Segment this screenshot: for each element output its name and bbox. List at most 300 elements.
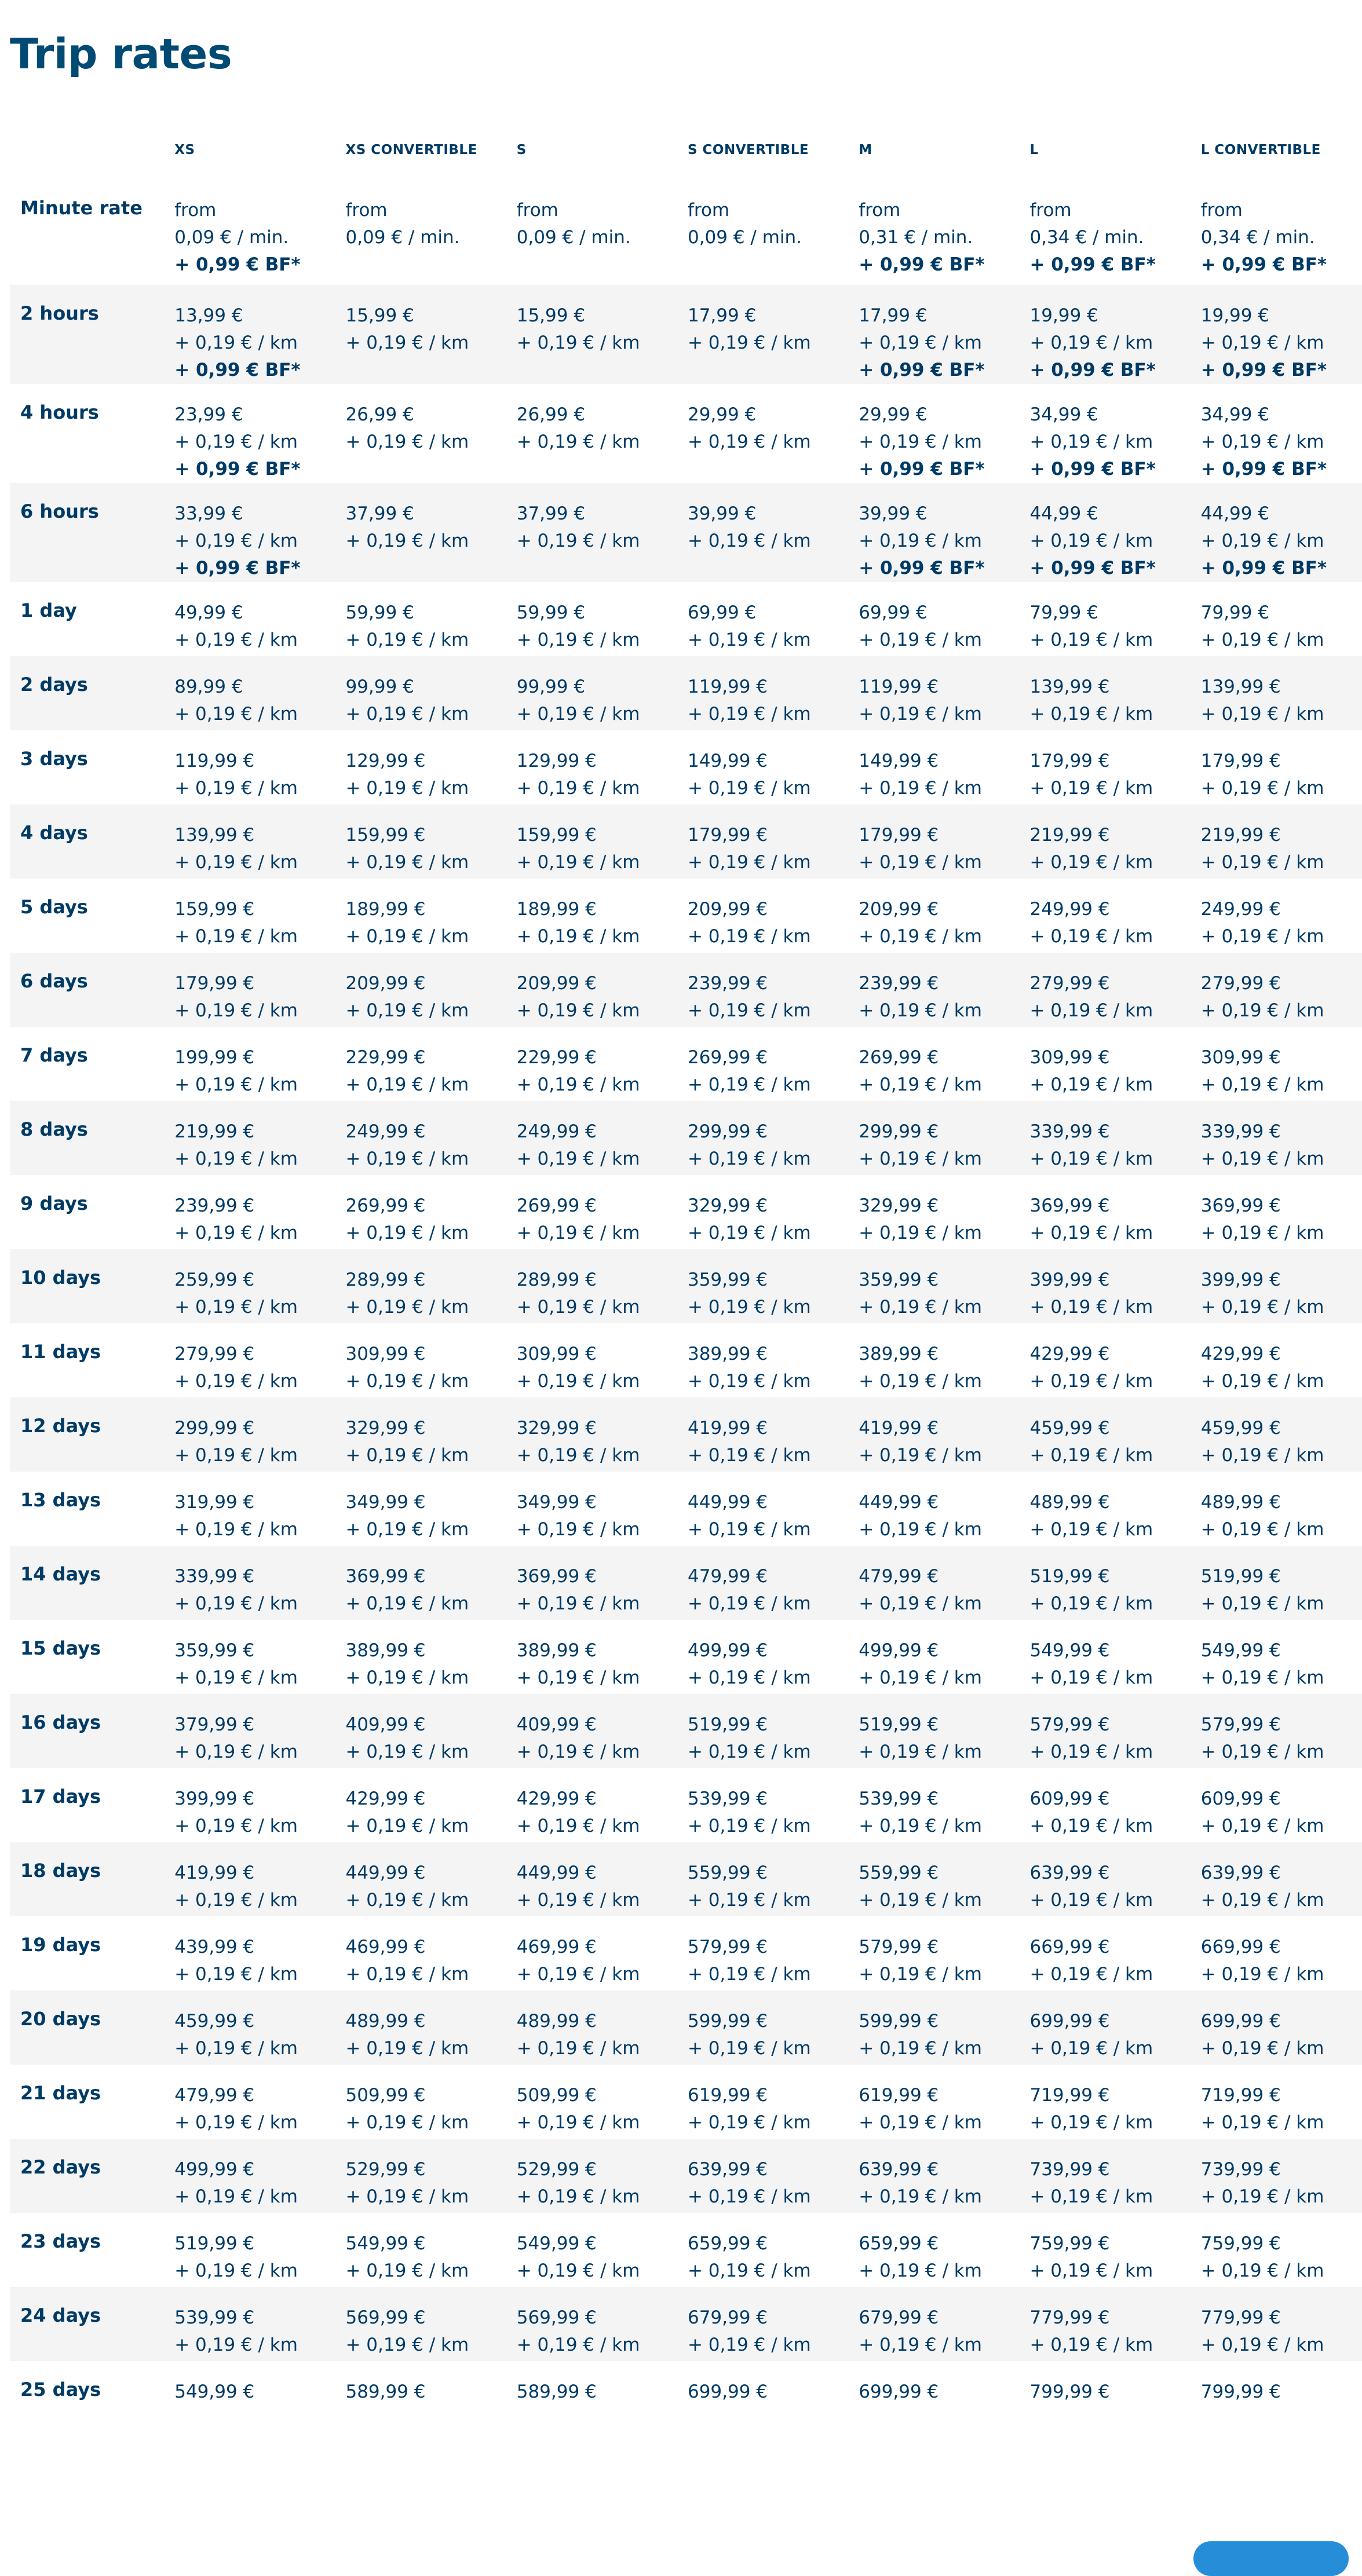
base-price: 519,99 € [174, 2233, 255, 2254]
base-price: 389,99 € [859, 1344, 939, 1364]
rate-cell [165, 1397, 335, 1472]
rate-cell [849, 1546, 1020, 1620]
km-price: + 0,19 € / km [859, 1371, 982, 1392]
rate-cell [165, 2361, 335, 2431]
rate-cell [849, 953, 1020, 1027]
base-price: 179,99 € [1200, 751, 1281, 771]
rate-cell [1191, 1916, 1362, 1990]
rate-cell [165, 2287, 335, 2361]
minute-price: 0,09 € / min. [516, 227, 631, 248]
table-row [10, 804, 1362, 879]
rate-cell [335, 1249, 506, 1323]
km-price: + 0,19 € / km [687, 1074, 811, 1095]
table-row [10, 1546, 1362, 1620]
rate-cell [1191, 1990, 1362, 2065]
table-row [10, 582, 1362, 656]
rate-cell [165, 1472, 335, 1546]
km-price: + 0,19 € / km [1029, 778, 1153, 799]
rate-cell [849, 1842, 1020, 1916]
from-text: from [1200, 200, 1243, 221]
km-price: + 0,19 € / km [1200, 2260, 1324, 2281]
km-price: + 0,19 € / km [1029, 1445, 1153, 1466]
rate-cell [1020, 656, 1191, 730]
km-price: + 0,19 € / km [174, 2186, 298, 2207]
km-price: + 0,19 € / km [516, 1074, 640, 1095]
base-price: 549,99 € [345, 2233, 426, 2254]
rate-cell [507, 1175, 678, 1249]
base-price: 409,99 € [516, 1714, 597, 1735]
rate-cell [849, 483, 1020, 582]
km-price: + 0,19 € / km [1200, 778, 1324, 799]
km-price: + 0,19 € / km [345, 2186, 469, 2207]
km-price: + 0,19 € / km [345, 1148, 469, 1169]
rate-cell [678, 1546, 849, 1620]
km-price: + 0,19 € / km [174, 852, 298, 873]
base-price: 119,99 € [687, 676, 768, 697]
km-price: + 0,19 € / km [859, 2038, 982, 2059]
rate-cell [678, 879, 849, 953]
base-price: 759,99 € [1200, 2233, 1281, 2254]
rate-cell [165, 384, 335, 483]
column-header-xs-convertible: XS CONVERTIBLE [345, 142, 477, 158]
base-price: 719,99 € [1029, 2085, 1110, 2106]
table-row [10, 2361, 1362, 2431]
km-price: + 0,19 € / km [174, 1297, 298, 1318]
base-price: 399,99 € [1029, 1269, 1110, 1290]
base-price: 19,99 € [1200, 305, 1270, 326]
km-price: + 0,19 € / km [687, 1741, 811, 1762]
km-price: + 0,19 € / km [687, 630, 811, 650]
km-price: + 0,19 € / km [345, 1000, 469, 1021]
rate-cell [1020, 879, 1191, 953]
row-label: 10 days [10, 1249, 165, 1323]
km-price: + 0,19 € / km [345, 1741, 469, 1762]
base-price: 319,99 € [174, 1492, 255, 1513]
rate-cell [507, 1768, 678, 1842]
from-text: from [174, 200, 217, 221]
row-label: 7 days [20, 1044, 88, 1066]
km-price: + 0,19 € / km [859, 1964, 982, 1985]
base-price: 289,99 € [516, 1269, 597, 1290]
row-label: 11 days [20, 1341, 101, 1363]
page-title: Trip rates [10, 30, 232, 78]
km-price: + 0,19 € / km [1200, 1816, 1324, 1836]
km-price: + 0,19 € / km [345, 2038, 469, 2059]
row-label: 4 hours [20, 401, 99, 423]
base-price: 479,99 € [174, 2085, 255, 2106]
km-price: + 0,19 € / km [345, 1519, 469, 1540]
base-price: 189,99 € [345, 899, 426, 920]
base-price: 23,99 € [174, 404, 243, 425]
base-price: 269,99 € [345, 1195, 426, 1216]
base-price: 159,99 € [174, 899, 255, 920]
rate-cell [165, 1323, 335, 1397]
base-price: 579,99 € [1029, 1714, 1110, 1735]
rate-cell [507, 1620, 678, 1694]
rate-cell [849, 1397, 1020, 1472]
rate-cell [335, 879, 506, 953]
base-price: 579,99 € [687, 1937, 768, 1957]
base-price: 269,99 € [859, 1047, 939, 1068]
base-price: 399,99 € [174, 1788, 255, 1809]
rate-cell [1191, 285, 1362, 384]
rate-cell [1191, 2065, 1362, 2139]
km-price: + 0,19 € / km [859, 1223, 982, 1243]
rate-cell [1020, 180, 1191, 285]
km-price: + 0,19 € / km [859, 1519, 982, 1540]
rate-cell [1020, 1916, 1191, 1990]
base-price: 309,99 € [516, 1344, 597, 1364]
km-price: + 0,19 € / km [1200, 926, 1324, 947]
rate-cell [1191, 804, 1362, 879]
km-price: + 0,19 € / km [687, 1890, 811, 1911]
km-price: + 0,19 € / km [1200, 2186, 1324, 2207]
rate-cell [1020, 1620, 1191, 1694]
rate-cell [849, 656, 1020, 730]
table-body [10, 180, 1362, 2431]
rate-cell [1191, 953, 1362, 1027]
rate-cell [335, 1472, 506, 1546]
rate-cell [507, 1694, 678, 1768]
row-label: 2 days [10, 656, 165, 730]
row-label: 8 days [10, 1101, 165, 1175]
rate-cell [165, 1768, 335, 1842]
rate-cell [1191, 1323, 1362, 1397]
km-price: + 0,19 € / km [859, 1890, 982, 1911]
rate-cell [335, 2139, 506, 2213]
rate-cell [678, 1842, 849, 1916]
km-price: + 0,19 € / km [174, 2260, 298, 2281]
base-price: 459,99 € [1200, 1418, 1281, 1439]
base-price: 29,99 € [859, 404, 928, 425]
base-price: 359,99 € [687, 1269, 768, 1290]
km-price: + 0,19 € / km [345, 1667, 469, 1688]
base-price: 449,99 € [859, 1492, 939, 1513]
table-row [10, 2139, 1362, 2213]
booking-fee: + 0,99 € BF* [859, 254, 985, 275]
rate-cell [678, 582, 849, 656]
base-price: 469,99 € [345, 1937, 426, 1957]
km-price: + 0,19 € / km [516, 2186, 640, 2207]
km-price: + 0,19 € / km [516, 1890, 640, 1911]
base-price: 519,99 € [1200, 1566, 1281, 1587]
base-price: 15,99 € [516, 305, 586, 326]
rate-cell [678, 1620, 849, 1694]
km-price: + 0,19 € / km [687, 2260, 811, 2281]
km-price: + 0,19 € / km [174, 1964, 298, 1985]
rate-cell [507, 2287, 678, 2361]
row-label: 6 hours [10, 483, 165, 582]
base-price: 639,99 € [859, 2159, 939, 2180]
rate-cell [849, 1027, 1020, 1101]
rate-cell [507, 582, 678, 656]
base-price: 309,99 € [1029, 1047, 1110, 1068]
base-price: 329,99 € [687, 1195, 768, 1216]
rate-cell [678, 2287, 849, 2361]
rate-cell [1020, 1768, 1191, 1842]
booking-fee: + 0,99 € BF* [1029, 459, 1156, 480]
km-price: + 0,19 € / km [859, 2260, 982, 2281]
base-price: 179,99 € [174, 973, 255, 994]
rate-cell [165, 285, 335, 384]
rate-cell [165, 1027, 335, 1101]
row-label: 21 days [20, 2082, 101, 2104]
rate-cell [849, 2139, 1020, 2213]
base-price: 49,99 € [174, 602, 243, 623]
rate-cell [1020, 1323, 1191, 1397]
km-price: + 0,19 € / km [1029, 1223, 1153, 1243]
km-price: + 0,19 € / km [174, 2038, 298, 2059]
table-row [10, 1842, 1362, 1916]
base-price: 44,99 € [1200, 503, 1270, 524]
base-price: 17,99 € [687, 305, 757, 326]
base-price: 559,99 € [687, 1863, 768, 1883]
base-price: 359,99 € [859, 1269, 939, 1290]
rate-cell [678, 1472, 849, 1546]
rate-cell [678, 1175, 849, 1249]
table-row-minute-rate [10, 180, 1362, 285]
km-price: + 0,19 € / km [516, 2260, 640, 2281]
km-price: + 0,19 € / km [516, 704, 640, 724]
base-price: 419,99 € [859, 1418, 939, 1439]
rate-cell [1191, 1027, 1362, 1101]
rate-cell [1191, 1768, 1362, 1842]
row-label: 4 days [10, 804, 165, 879]
km-price: + 0,19 € / km [1200, 1445, 1324, 1466]
km-price: + 0,19 € / km [1029, 852, 1153, 873]
km-price: + 0,19 € / km [687, 1964, 811, 1985]
rate-cell [1020, 2213, 1191, 2287]
km-price: + 0,19 € / km [687, 2112, 811, 2133]
rate-cell [849, 1990, 1020, 2065]
base-price: 329,99 € [516, 1418, 597, 1439]
base-price: 389,99 € [687, 1344, 768, 1364]
km-price: + 0,19 € / km [345, 431, 469, 452]
rate-cell [507, 1249, 678, 1323]
base-price: 69,99 € [687, 602, 757, 623]
base-price: 569,99 € [345, 2307, 426, 2328]
km-price: + 0,19 € / km [1029, 1074, 1153, 1095]
base-price: 89,99 € [174, 676, 243, 697]
base-price: 299,99 € [687, 1121, 768, 1142]
scroll-to-top-button[interactable] [1193, 2541, 1349, 2576]
km-price: + 0,19 € / km [859, 1593, 982, 1614]
base-price: 37,99 € [345, 503, 414, 524]
base-price: 519,99 € [859, 1714, 939, 1735]
base-price: 669,99 € [1029, 1937, 1110, 1957]
km-price: + 0,19 € / km [859, 926, 982, 947]
base-price: 369,99 € [345, 1566, 426, 1587]
base-price: 549,99 € [174, 2381, 255, 2402]
rate-cell [507, 1101, 678, 1175]
base-price: 479,99 € [687, 1566, 768, 1587]
row-label: 20 days [10, 1990, 165, 2065]
base-price: 119,99 € [174, 751, 255, 771]
base-price: 139,99 € [1029, 676, 1110, 697]
rate-cell [165, 2139, 335, 2213]
rate-cell [335, 1620, 506, 1694]
km-price: + 0,19 € / km [174, 1445, 298, 1466]
rate-cell [1020, 730, 1191, 804]
km-price: + 0,19 € / km [1029, 1741, 1153, 1762]
rate-cell [1191, 1101, 1362, 1175]
rate-cell [678, 2213, 849, 2287]
base-price: 149,99 € [687, 751, 768, 771]
rate-cell [335, 656, 506, 730]
rate-cell [678, 384, 849, 483]
km-price: + 0,19 € / km [859, 332, 982, 353]
km-price: + 0,19 € / km [516, 926, 640, 947]
booking-fee: + 0,99 € BF* [1029, 360, 1156, 380]
base-price: 609,99 € [1029, 1788, 1110, 1809]
table-header [10, 126, 1362, 180]
km-price: + 0,19 € / km [1029, 431, 1153, 452]
rate-cell [1191, 879, 1362, 953]
km-price: + 0,19 € / km [1200, 1519, 1324, 1540]
km-price: + 0,19 € / km [174, 1816, 298, 1836]
base-price: 419,99 € [174, 1863, 255, 1883]
table-row [10, 384, 1362, 483]
km-price: + 0,19 € / km [1029, 2112, 1153, 2133]
rate-cell [165, 582, 335, 656]
km-price: + 0,19 € / km [516, 530, 640, 551]
rate-cell [335, 1990, 506, 2065]
rate-cell [678, 483, 849, 582]
km-price: + 0,19 € / km [516, 1519, 640, 1540]
rate-cell [1020, 285, 1191, 384]
base-price: 559,99 € [859, 1863, 939, 1883]
km-price: + 0,19 € / km [859, 530, 982, 551]
base-price: 339,99 € [1029, 1121, 1110, 1142]
rate-cell [849, 879, 1020, 953]
rate-cell [849, 285, 1020, 384]
table-row [10, 2065, 1362, 2139]
row-label: 22 days [10, 2139, 165, 2213]
rate-cell [335, 1546, 506, 1620]
km-price: + 0,19 € / km [174, 1593, 298, 1614]
km-price: + 0,19 € / km [1029, 1519, 1153, 1540]
base-price: 259,99 € [174, 1269, 255, 1290]
base-price: 349,99 € [345, 1492, 426, 1513]
rate-cell [1191, 1397, 1362, 1472]
rate-cell [335, 1175, 506, 1249]
rate-cell [1191, 483, 1362, 582]
rate-cell [678, 1768, 849, 1842]
rate-cell [1191, 180, 1362, 285]
rate-cell [849, 2213, 1020, 2287]
km-price: + 0,19 € / km [1029, 2260, 1153, 2281]
km-price: + 0,19 € / km [687, 530, 811, 551]
rate-cell [1020, 2065, 1191, 2139]
base-price: 389,99 € [345, 1640, 426, 1661]
base-price: 429,99 € [1029, 1344, 1110, 1364]
rate-cell [165, 1101, 335, 1175]
km-price: + 0,19 € / km [1029, 926, 1153, 947]
base-price: 279,99 € [174, 1344, 255, 1364]
km-price: + 0,19 € / km [516, 1667, 640, 1688]
base-price: 449,99 € [516, 1863, 597, 1883]
km-price: + 0,19 € / km [1200, 1667, 1324, 1688]
km-price: + 0,19 € / km [1200, 630, 1324, 650]
rate-cell [165, 483, 335, 582]
rate-cell [165, 1694, 335, 1768]
rate-cell [1191, 2139, 1362, 2213]
base-price: 129,99 € [516, 751, 597, 771]
km-price: + 0,19 € / km [345, 1890, 469, 1911]
base-price: 509,99 € [345, 2085, 426, 2106]
km-price: + 0,19 € / km [687, 926, 811, 947]
km-price: + 0,19 € / km [687, 1667, 811, 1688]
base-price: 639,99 € [1200, 1863, 1281, 1883]
km-price: + 0,19 € / km [859, 704, 982, 724]
rate-cell [1020, 1546, 1191, 1620]
base-price: 33,99 € [174, 503, 243, 524]
rate-cell [507, 2361, 678, 2431]
from-text: from [516, 200, 558, 221]
rate-cell [507, 384, 678, 483]
base-price: 289,99 € [345, 1269, 426, 1290]
km-price: + 0,19 € / km [174, 704, 298, 724]
rate-cell [1020, 1694, 1191, 1768]
rate-cell [1020, 1249, 1191, 1323]
km-price: + 0,19 € / km [1200, 1741, 1324, 1762]
rate-cell [335, 1027, 506, 1101]
base-price: 79,99 € [1029, 602, 1098, 623]
base-price: 609,99 € [1200, 1788, 1281, 1809]
booking-fee: + 0,99 € BF* [174, 558, 301, 579]
rate-cell [507, 2139, 678, 2213]
base-price: 37,99 € [516, 503, 586, 524]
km-price: + 0,19 € / km [174, 431, 298, 452]
minute-price: 0,09 € / min. [345, 227, 460, 248]
km-price: + 0,19 € / km [516, 1000, 640, 1021]
km-price: + 0,19 € / km [1200, 1000, 1324, 1021]
table-row [10, 2287, 1362, 2361]
rate-cell [849, 1472, 1020, 1546]
base-price: 249,99 € [516, 1121, 597, 1142]
table-row [10, 483, 1362, 582]
km-price: + 0,19 € / km [687, 2186, 811, 2207]
km-price: + 0,19 € / km [687, 1223, 811, 1243]
rate-cell [507, 656, 678, 730]
base-price: 639,99 € [687, 2159, 768, 2180]
km-price: + 0,19 € / km [345, 1074, 469, 1095]
rate-cell [1191, 1175, 1362, 1249]
base-price: 639,99 € [1029, 1863, 1110, 1883]
rate-cell [1191, 2213, 1362, 2287]
km-price: + 0,19 € / km [687, 332, 811, 353]
km-price: + 0,19 € / km [345, 1593, 469, 1614]
km-price: + 0,19 € / km [687, 1593, 811, 1614]
km-price: + 0,19 € / km [687, 1445, 811, 1466]
base-price: 19,99 € [1029, 305, 1098, 326]
base-price: 329,99 € [859, 1195, 939, 1216]
rate-cell [1191, 1620, 1362, 1694]
km-price: + 0,19 € / km [1200, 1371, 1324, 1392]
table-row [10, 1397, 1362, 1472]
table-row [10, 1620, 1362, 1694]
km-price: + 0,19 € / km [1200, 852, 1324, 873]
base-price: 13,99 € [174, 305, 243, 326]
rate-cell [849, 582, 1020, 656]
km-price: + 0,19 € / km [516, 630, 640, 650]
base-price: 589,99 € [345, 2381, 426, 2402]
base-price: 489,99 € [1200, 1492, 1281, 1513]
rate-cell [849, 1768, 1020, 1842]
rate-cell [1191, 1546, 1362, 1620]
base-price: 799,99 € [1200, 2381, 1281, 2402]
rate-cell [1020, 2287, 1191, 2361]
